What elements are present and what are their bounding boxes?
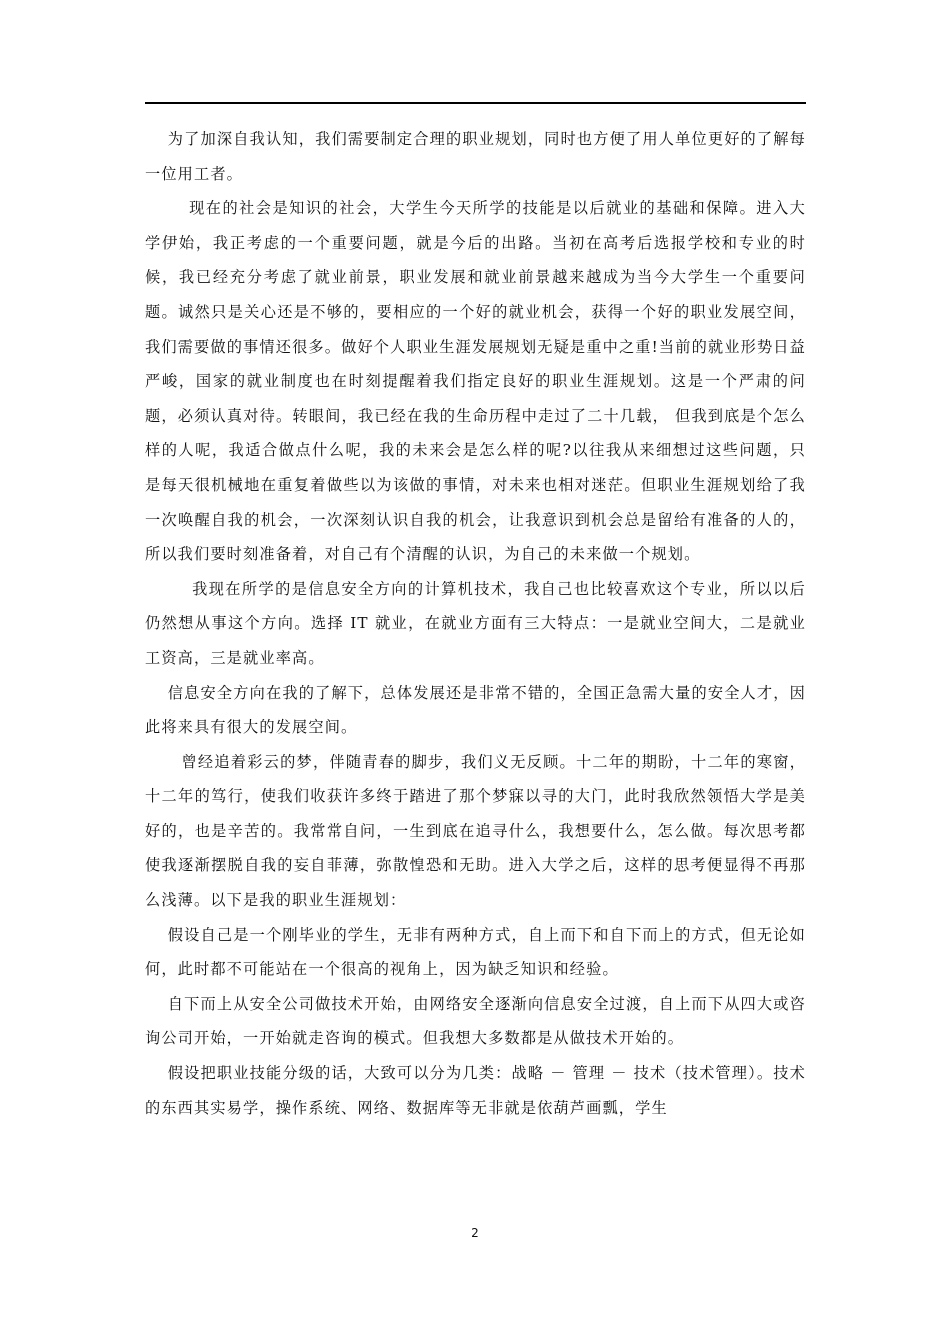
paragraph-6: 假设自己是一个刚毕业的学生，无非有两种方式，自上而下和自下而上的方式，但无论如何，此时都不可能站在一个很高的视角上，因为缺乏知识和经验。 (145, 925, 806, 979)
paragraph-1: 为了加深自我认知，我们需要制定合理的职业规划，同时也方便了用人单位更好的了解每一位用工者。 (145, 130, 806, 183)
paragraph-4: 信息安全方向在我的了解下，总体发展还是非常不错的，全国正急需大量的安全人才，因此将来具有很大的发展空间。 (145, 683, 806, 737)
header-rule (145, 102, 806, 104)
paragraph-3: 我现在所学的是信息安全方向的计算机技术，我自己也比较喜欢这个专业，所以以后仍然想从事这个方向。选择 IT 就业，在就业方面有三大特点：一是就业空间大，二是就业工资高，三是就业率高。 (145, 579, 806, 667)
paragraph-8: 假设把职业技能分级的话，大致可以分为几类：战略 － 管理 － 技术（技术管理）。技术的东西其实易学，操作系统、网络、数据库等无非就是依葫芦画瓢，学生 (145, 1064, 806, 1117)
paragraph-7: 自下而上从安全公司做技术开始，由网络安全逐渐向信息安全过渡，自上而下从四大或咨询公司开始，一开始就走咨询的模式。但我想大多数都是从做技术开始的。 (145, 994, 806, 1048)
paragraph-2: 现在的社会是知识的社会，大学生今天所学的技能是以后就业的基础和保障。进入大学伊始，我正考虑的一个重要问题，就是今后的出路。当初在高考后选报学校和专业的时候，我已经充分考虑了就业前景，职业发展和就业前景越来越成为当今大学生一个重要问题。诚然只是关心还是不够的，要相应的一个好的就业机会，获得一个好的职业发展空间，我们需要做的事情还很多。做好个人职业生涯发展规划无疑是重中之重!当前的就业形势日益严峻，国家的就业制度也在时刻提醒着我们指定良好的职业生涯规划。这是一个严肃的问题，必须认真对待。转眼间，我已经在我的生命历程中走过了二十几载， 但我到底是个怎么样的人呢，我适合做点什么呢，我的未来会是怎么样的呢?以往我从来细想过这些问题，只是每天很机械地在重复着做些以为该做的事情，对未来也相对迷茫。但职业生涯规划给了我一次唤醒自我的机会，一次深刻认识自我的机会，让我意识到机会总是留给有准备的人的，所以我们要时刻准备着，对自己有个清醒的认识，为自己的未来做一个规划。 (145, 199, 806, 564)
body-text (145, 122, 806, 1125)
paragraph-5: 曾经追着彩云的梦，伴随青春的脚步，我们义无反顾。十二年的期盼，十二年的寒窗，十二年的笃行，使我们收获许多终于踏进了那个梦寐以寻的大门，此时我欣然领悟大学是美好的，也是辛苦的。我常常自问，一生到底在追寻什么，我想要什么，怎么做。每次思考都使我逐渐摆脱自我的妄自菲薄，弥散惶恐和无助。进入大学之后，这样的思考便显得不再那么浅薄。以下是我的职业生涯规划： (145, 752, 806, 910)
page-number: 2 (471, 1226, 479, 1240)
